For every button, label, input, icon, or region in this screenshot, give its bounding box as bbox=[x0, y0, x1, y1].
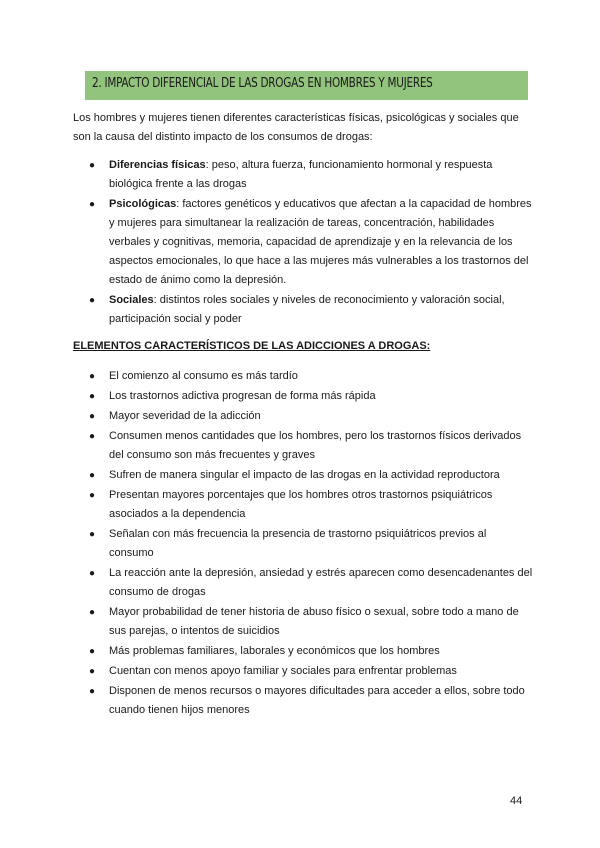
list-item-text: : peso, altura fuerza, funcionamiento hormonal y respuesta biológica frente a las drogas bbox=[109, 159, 493, 190]
elements-section-title: ELEMENTOS CARACTERÍSTICOS DE LAS ADICCIONES A DROGAS: bbox=[73, 340, 431, 352]
bullet-icon: ● bbox=[89, 529, 96, 540]
bullet-icon: ● bbox=[89, 470, 96, 481]
list-item-text: Consumen menos cantidades que los hombres, pero los trastornos físicos derivados del consumo son más frecuentes y graves bbox=[109, 430, 522, 461]
bullet-icon: ● bbox=[89, 391, 96, 402]
bullet-icon: ● bbox=[89, 490, 96, 501]
list-item-text: : distintos roles sociales y niveles de reconocimiento y valoración social, participación social y poder bbox=[109, 294, 505, 325]
bullet-icon: ● bbox=[89, 646, 96, 657]
bullet-icon: ● bbox=[89, 666, 96, 677]
list-item-text: Cuentan con menos apoyo familiar y sociales para enfrentar problemas bbox=[109, 665, 457, 677]
list-item bbox=[73, 682, 533, 720]
list-item bbox=[73, 662, 533, 681]
list-item-text: La reacción ante la depresión, ansiedad y estrés aparecen como desencadenantes del consumo de drogas bbox=[109, 567, 533, 598]
list-item bbox=[73, 603, 533, 641]
bullet-icon: ● bbox=[89, 295, 96, 306]
bullet-icon: ● bbox=[89, 199, 96, 210]
list-item bbox=[73, 291, 533, 329]
list-item bbox=[73, 156, 533, 194]
page-number: 44 bbox=[510, 795, 523, 807]
list-item bbox=[73, 407, 533, 426]
differences-list bbox=[73, 156, 533, 329]
list-item bbox=[73, 525, 533, 563]
list-item-text: Señalan con más frecuencia la presencia de trastorno psiquiátricos previos al consumo bbox=[109, 528, 487, 559]
bullet-icon: ● bbox=[89, 568, 96, 579]
section-heading: 2. IMPACTO DIFERENCIAL DE LAS DROGAS EN HOMBRES Y MUJERES bbox=[92, 75, 433, 91]
list-item-text: Disponen de menos recursos o mayores dificultades para acceder a ellos, sobre todo cuando tienen hijos menores bbox=[109, 685, 525, 716]
list-item-text: Presentan mayores porcentajes que los hombres otros trastornos psiquiátricos asociados a la dependencia bbox=[109, 489, 493, 520]
list-item bbox=[73, 195, 533, 290]
list-item bbox=[73, 367, 533, 386]
bullet-icon: ● bbox=[89, 686, 96, 697]
list-item bbox=[73, 642, 533, 661]
elements-list bbox=[73, 367, 533, 720]
list-item-text: Sufren de manera singular el impacto de las drogas en la actividad reproductora bbox=[109, 469, 500, 481]
list-item-text: El comienzo al consumo es más tardío bbox=[109, 370, 298, 382]
list-item bbox=[73, 427, 533, 465]
bullet-icon: ● bbox=[89, 411, 96, 422]
bullet-icon: ● bbox=[89, 431, 96, 442]
list-item-term: Diferencias físicas bbox=[109, 159, 206, 171]
bullet-icon: ● bbox=[89, 160, 96, 171]
list-item-term: Psicológicas bbox=[109, 198, 177, 210]
list-item-term: Sociales bbox=[109, 294, 154, 306]
bullet-icon: ● bbox=[89, 607, 96, 618]
list-item-text: Mayor severidad de la adicción bbox=[109, 410, 261, 422]
list-item-text: Mayor probabilidad de tener historia de abuso físico o sexual, sobre todo a mano de sus parejas, o intentos de suicidios bbox=[109, 606, 519, 637]
list-item-text: Más problemas familiares, laborales y económicos que los hombres bbox=[109, 645, 440, 657]
intro-paragraph: Los hombres y mujeres tienen diferentes características físicas, psicológicas y sociales que son la causa del distinto impacto de los consumos de drogas: bbox=[73, 112, 519, 143]
list-item-text: Los trastornos adictiva progresan de forma más rápida bbox=[109, 390, 376, 402]
list-item bbox=[73, 387, 533, 406]
bullet-icon: ● bbox=[89, 371, 96, 382]
list-item bbox=[73, 486, 533, 524]
list-item bbox=[73, 466, 533, 485]
list-item bbox=[73, 564, 533, 602]
list-item-text: : factores genéticos y educativos que afectan a la capacidad de hombres y mujeres para simultanear la realización de tareas, concentración, habilidades verbales y cognitivas, memoria, capacidad de aprendizaje y en la relevancia de los aspectos emocionales, lo que hace a las mujeres más vulnerables a los trastornos del estado de ánimo como la depresión. bbox=[109, 198, 532, 286]
